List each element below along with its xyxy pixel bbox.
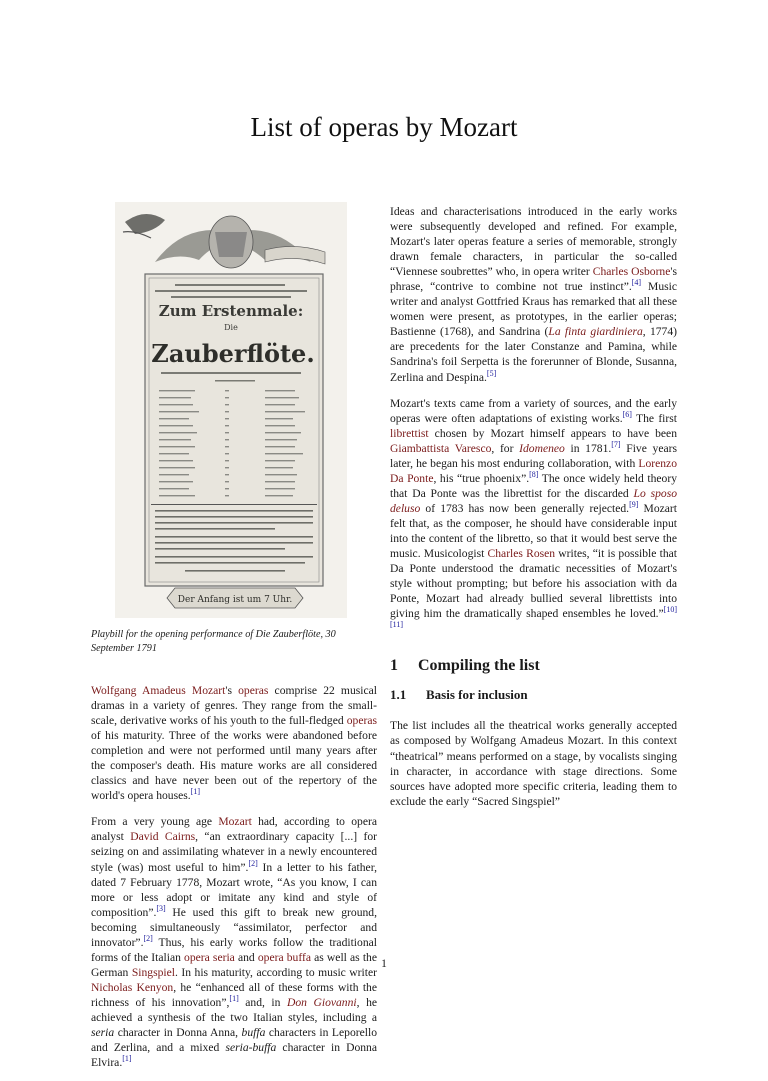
link-singspiel[interactable]: Singspiel [131,965,175,979]
citation[interactable]: [4] [631,278,642,288]
link-operas[interactable]: operas [238,684,269,697]
citation[interactable]: [10][11] [390,605,677,630]
link-opera-seria[interactable]: opera seria [184,950,235,964]
link-operas-2[interactable]: operas [346,714,377,728]
playbill-heading: Zum Erstenmale: [158,302,304,320]
citation[interactable]: [2] [248,858,258,868]
citation[interactable]: [1] [229,994,239,1004]
page-number: 1 [381,958,387,970]
intro-paragraph-4: Mozart's texts came from a variety of sources, and the early operas were often adaptations of existing works.[6] The first librettist chosen by Mozart himself appears to have been Giambattista Varesco, for Idomeneo in 1781.[7] Five years later, he began his most enduring collaboration, with Lorenzo Da Ponte, his “true phoenix”.[8] The once widely held theory that Da Ponte was the librettist for the discarded Lo sposo deluso of 1783 has now been generally rejected.[9] Mozart felt that, as the composer, he should have considerable input into the content of the libretto, so that it would best serve the music. Musicologist Charles Rosen writes, “it is possible that Da Ponte understood the dramatic necessities of Mozart's style without prompting; but before his association with da Ponte, Mozart had already bullied several librettists into giving him the dramatically shaped ensembles he loved.”[10][11] [390,396,678,630]
citation[interactable]: [5] [486,368,497,378]
citation[interactable]: [1] [190,787,200,797]
playbill-image [115,202,347,618]
citation[interactable]: [6] [622,409,632,419]
playbill-footer: Der Anfang ist um 7 Uhr. [177,595,293,605]
subsection-heading-basis: 1.1 Basis for inclusion [390,687,528,703]
link-giambattista-varesco[interactable]: Giambattista Varesco [390,441,492,455]
link-charles-osborne[interactable]: Charles Osborne [592,265,671,279]
citation[interactable]: [2] [143,933,153,943]
playbill-die: Die [224,323,238,332]
playbill-title: Zauberflöte. [151,339,315,368]
section-paragraph-1: The list includes all the theatrical works generally accepted as composed by Wolfgang Amadeus Mozart. In this context “theatrical” means performed on a stage, by vocalists singing in character, in accordance with stage directions. Some sources have adopted more specific criteria, leading them to exclude the early “Sacred Singspiel” [390,719,677,808]
link-idomeneo[interactable]: Idomeneo [519,441,565,455]
section-heading-compiling: 1 Compiling the list [390,657,540,675]
figure-caption: Playbill for the opening performance of Die Zauberflöte, 30 September 1791 [91,629,336,654]
link-librettist[interactable]: librettist [390,426,429,440]
link-lorenzo-da-ponte[interactable]: Lorenzo Da Ponte [390,456,677,485]
intro-paragraph-3: Ideas and characterisations introduced in the early works were subsequently developed and refined. For example, Mozart's later operas feature a series of memorable, strongly drawn female characters, in particular the so-called “Viennese soubrettes” who, in opera writer Charles Osborne's phrase, “contrive to combine not true instinct”.[4] Music writer and analyst Gottfried Kraus has remarked that all these women were present, as prototypes, in the earlier operas; Bastienne (1768), and Sandrina (La finta giardiniera, 1774) are precedents for the later Constanze and Pamina, while Sandrina's foil Serpetta is the forerunner of Blonde, Susanna, Zerlina and Despina.[5] [390,205,677,384]
link-lo-sposo-deluso[interactable]: Lo sposo deluso [390,486,677,515]
link-charles-rosen[interactable]: Charles Rosen [487,547,556,561]
link-wolfgang-amadeus-mozart[interactable]: Wolfgang Amadeus Mozart [91,684,226,697]
link-la-finta-giardiniera[interactable]: La finta giardiniera [548,325,643,339]
link-david-cairns[interactable]: David Cairns [130,830,196,844]
playbill-figure [91,202,377,622]
link-don-giovanni[interactable]: Don Giovanni [286,995,357,1009]
citation[interactable]: [1] [122,1054,132,1064]
intro-paragraph-2: From a very young age Mozart had, according to opera analyst David Cairns, “an extraordinary capacity [...] for seizing on and assimilating whatever in a newly encountered style (was) most useful to him”.[2] In a letter to his father, dated 7 February 1778, Mozart wrote, “As you know, I can more or less adopt or imitate any kind and style of composition”.[3] He used this gift to break new ground, becoming simultaneously “assimilator, perfector and innovator”.[2] Thus, his early works follow the traditional forms of the Italian opera seria and opera buffa as well as the German Singspiel. In his maturity, according to music writer Nicholas Kenyon, he “enhanced all of these forms with the richness of his innovation”,[1] and, in Don Giovanni, he achieved a synthesis of the two Italian styles, including a seria character in Donna Anna, buffa characters in Leporello and Zerlina, and a mixed seria-buffa character in Donna Elvira.[1] [91,815,378,1070]
citation[interactable]: [3] [156,903,166,913]
link-nicholas-kenyon[interactable]: Nicholas Kenyon [91,980,174,994]
citation[interactable]: [9] [629,500,639,510]
right-column [390,204,677,820]
link-mozart[interactable]: Mozart [218,815,252,829]
intro-paragraph-1: Wolfgang Amadeus Mozart's operas comprise 22 musical dramas in a variety of genres. They range from the small-scale, derivative works of his youth to the full-fledged operas of his maturity. Three of the works were abandoned before completion and were not performed until many years after the composer's death. His mature works are all considered classics and have never been out of the repertory of the world's opera houses.[1] [91,684,377,803]
left-column [91,202,377,1081]
link-opera-buffa[interactable]: opera buffa [257,950,311,964]
citation[interactable]: [7] [611,439,621,449]
citation[interactable]: [8] [529,469,539,479]
page-title: List of operas by Mozart [250,112,518,142]
